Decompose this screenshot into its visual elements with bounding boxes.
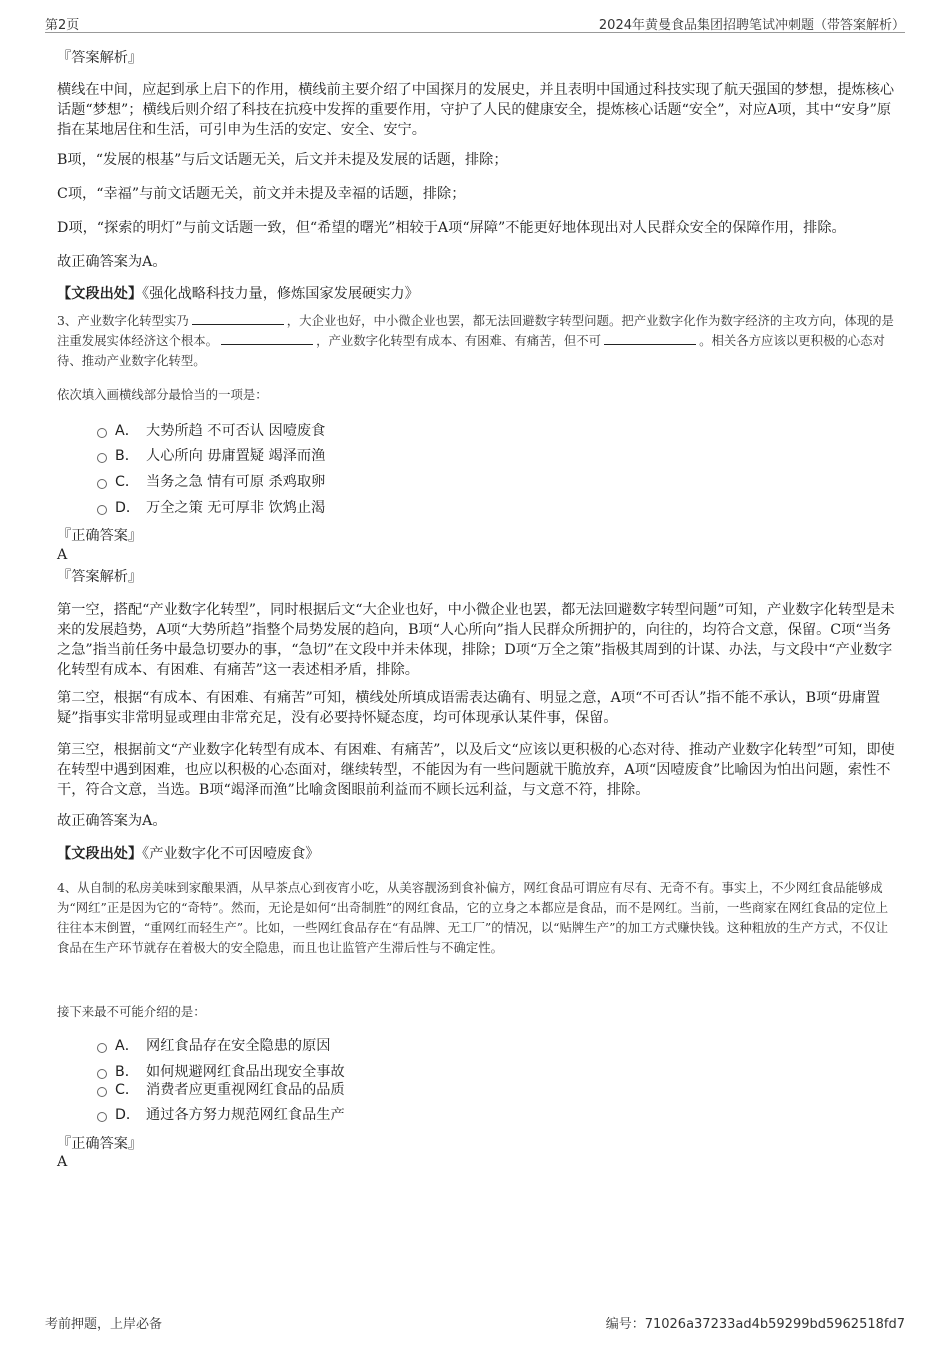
footer-slogan: 考前押题，上岸必备	[45, 1317, 163, 1332]
document-id: 编号：71026a37233ad4b59299bd5962518fd7	[605, 1317, 905, 1332]
analysis-paragraph: 横线在中间，应起到承上启下的作用，横线前主要介绍了中国探月的发展史，并且表明中国通过科技实现了航天强国的梦想，提炼核心话题“梦想”；横线后则介绍了科技在抗疫中发挥的重要作用，守护了人民的健康安全，提炼核心话题“安全”，对应A项，其中“安身”原指在某地居住和生活，可引申为生活的安定、安全、安宁。	[57, 82, 895, 138]
analysis-paragraph: 第一空，搭配“产业数字化转型”，同时根据后文“大企业也好，中小微企业也罢，都无法回避数字转型问题”可知，产业数字化转型是未来的发展趋势，A项“大势所趋”指整个局势发展的趋向，B项“人心所向”指人民群众所拥护的，向往的，均符合文意，保留。C项“当务之急”指当前任务中最急切要办的事，“急切”在文段中并未体现，排除；D项“万全之策”指极其周到的计谋、办法，与文段中“产业数字化转型有成本、有困难、有痛苦”这一表述相矛盾，排除。	[57, 602, 895, 678]
option-b[interactable]	[97, 1062, 345, 1082]
option-label: C．	[115, 1082, 140, 1098]
option-text: 网红食品存在安全隐患的原因	[146, 1038, 331, 1054]
page-number: 第2页	[45, 18, 80, 33]
option-d[interactable]	[97, 498, 325, 518]
option-label: A．	[115, 1038, 139, 1054]
option-text: 通过各方努力规范网红食品生产	[146, 1107, 345, 1123]
radio-icon[interactable]	[97, 428, 107, 438]
analysis-heading: 『答案解析』	[57, 569, 143, 585]
radio-icon[interactable]	[97, 1087, 107, 1097]
radio-icon[interactable]	[97, 479, 107, 489]
analysis-heading: 『答案解析』	[57, 50, 143, 66]
question-stem: 4、从自制的私房美味到家酿果酒，从早茶点心到夜宵小吃，从美容靓汤到食补偏方，网红食品可谓应有尽有、无奇不有。事实上，不少网红食品能够成为“网红”正是因为它的“奇特”。然而，无论是如何“出奇制胜”的网红食品，它的立身之本都应是食品，而不是网红。当前，一些商家在网红食品的定位上往往本末倒置，“重网红而轻生产”。比如，一些网红食品存在“有品牌、无工厂”的情况，以“贴牌生产”的加工方式赚快钱。这种粗放的生产方式，不仅让食品在生产环节就存在着极大的安全隐患，而且也让监管产生滞后性与不确定性。	[57, 880, 889, 955]
option-b[interactable]	[97, 446, 325, 466]
source-line	[57, 284, 895, 304]
source-tag: 【文段出处】	[57, 286, 143, 302]
analysis-paragraph: 第二空，根据“有成本、有困难、有痛苦”可知，横线处所填成语需表达确有、明显之意，A项“不可否认”指不能不承认，B项“毋庸置疑”指事实非常明显或理由非常充足，没有必要持怀疑态度，均可体现承认某件事，保留。	[57, 690, 881, 726]
option-text: 万全之策 无可厚非 饮鸩止渴	[146, 500, 326, 516]
option-label: A．	[115, 423, 139, 439]
stem-part: 3、产业数字化转型实乃	[57, 313, 189, 328]
stem-part: ，产业数字化转型有成本、有困难、有痛苦，但不可	[316, 333, 602, 348]
option-a[interactable]	[97, 1036, 330, 1056]
option-text: 大势所趋 不可否认 因噎废食	[146, 423, 326, 439]
option-text: 人心所向 毋庸置疑 竭泽而渔	[146, 448, 326, 464]
question-prompt: 接下来最不可能介绍的是：	[57, 1004, 206, 1019]
option-label: B．	[115, 448, 139, 464]
option-text: 当务之急 情有可原 杀鸡取卵	[146, 474, 326, 490]
radio-icon[interactable]	[97, 453, 107, 463]
option-text: 消费者应更重视网红食品的品质	[146, 1082, 345, 1098]
fill-blank	[221, 332, 313, 345]
answer-statement: 故正确答案为A。	[57, 254, 167, 270]
correct-answer-heading: 『正确答案』	[57, 528, 143, 544]
radio-icon[interactable]	[97, 1043, 107, 1053]
option-label: D．	[115, 500, 141, 516]
radio-icon[interactable]	[97, 505, 107, 515]
radio-icon[interactable]	[97, 1112, 107, 1122]
source-title: 《产业数字化不可因噎废食》	[142, 846, 320, 862]
page-header	[45, 10, 905, 33]
option-label: B．	[115, 1064, 139, 1080]
analysis-paragraph: B项，“发展的根基”与后文话题无关，后文并未提及发展的话题，排除；	[57, 152, 508, 168]
option-d[interactable]	[97, 1105, 345, 1125]
analysis-paragraph: D项，“探索的明灯”与前文话题一致，但“希望的曙光”相较于A项“屏障”不能更好地体现出对人民群众安全的保障作用，排除。	[57, 220, 846, 236]
document-title: 2024年黄曼食品集团招聘笔试冲刺题（带答案解析）	[598, 18, 905, 33]
correct-answer-heading: 『正确答案』	[57, 1136, 143, 1152]
question-prompt: 依次填入画横线部分最恰当的一项是：	[57, 387, 268, 402]
analysis-paragraph: C项，“幸福”与前文话题无关，前文并未提及幸福的话题，排除；	[57, 186, 466, 202]
correct-answer: A	[57, 547, 68, 563]
radio-icon[interactable]	[97, 1069, 107, 1079]
stem-part: 。相关各方应该以更积极的心态对待、推动产业数字化转型。	[57, 333, 885, 368]
option-text: 如何规避网红食品出现安全事故	[146, 1064, 345, 1080]
fill-blank	[604, 332, 696, 345]
option-c[interactable]	[97, 1080, 345, 1100]
option-label: C．	[115, 474, 140, 490]
stem-part: ，大企业也好，中小微企业也罢，都无法回避数字转型问题。把产业数字化作为数字经济的主攻方向，体现的是注重发展实体经济这个根本。	[57, 313, 894, 348]
source-tag: 【文段出处】	[57, 846, 143, 862]
fill-blank	[192, 312, 284, 325]
analysis-paragraph: 第三空，根据前文“产业数字化转型有成本、有困难、有痛苦”，以及后文“应该以更积极的心态对待、推动产业数字化转型”可知，即使在转型中遇到困难，也应以积极的心态面对，继续转型，不能因为有一些问题就干脆放弃，A项“因噎废食”比喻因为怕出问题，索性不干，符合文意，当选。B项“竭泽而渔”比喻贪图眼前利益而不顾长远利益，与文意不符，排除。	[57, 742, 895, 798]
option-c[interactable]	[97, 472, 325, 492]
question-stem	[57, 311, 895, 371]
option-a[interactable]	[97, 421, 325, 441]
source-line	[57, 844, 895, 864]
source-title: 《强化战略科技力量，修炼国家发展硬实力》	[142, 286, 419, 302]
option-label: D．	[115, 1107, 141, 1123]
correct-answer: A	[57, 1154, 68, 1170]
answer-statement: 故正确答案为A。	[57, 813, 167, 829]
